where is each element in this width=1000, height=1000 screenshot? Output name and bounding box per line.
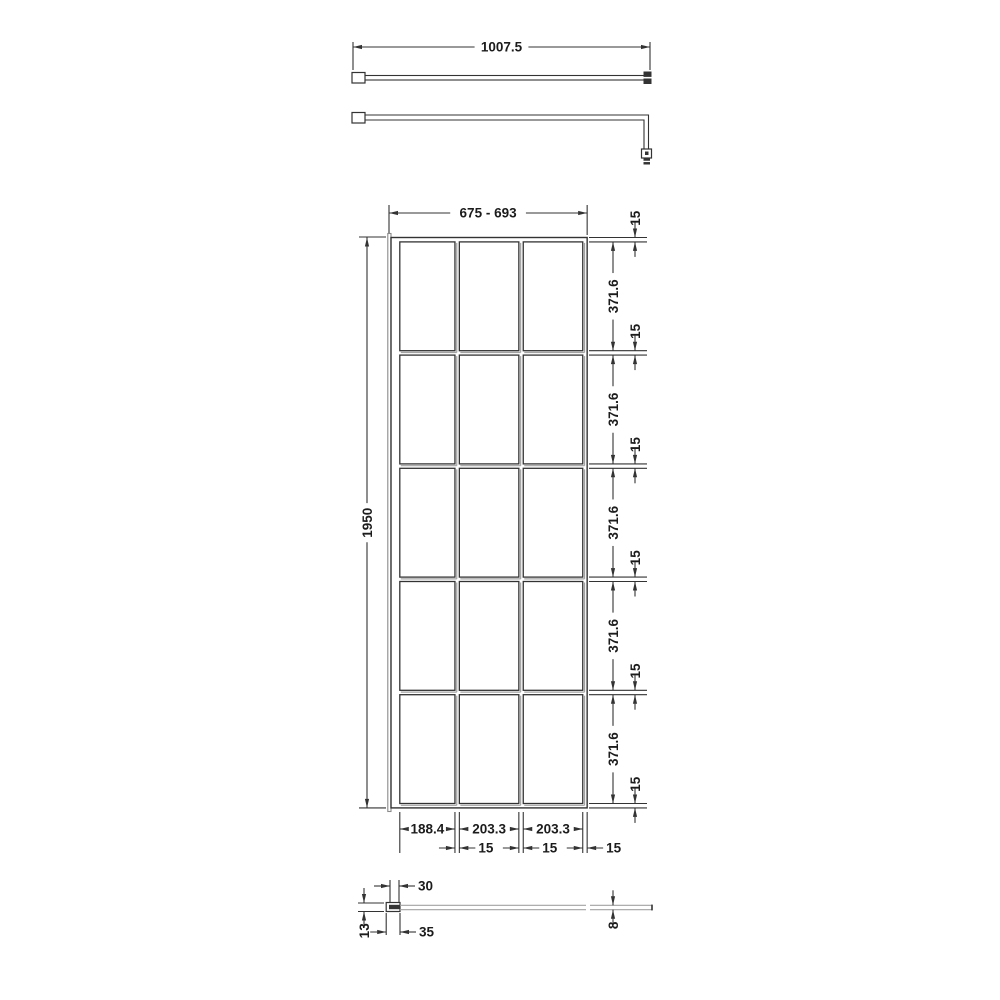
glass-pane	[400, 468, 455, 577]
glass-pane	[459, 242, 518, 351]
panel-width-label: 675 - 693	[459, 205, 517, 221]
rail-width-label: 15	[628, 550, 643, 566]
glass-pane	[459, 695, 518, 804]
pane-height-label: 371.6	[606, 392, 621, 427]
glass-pane	[523, 355, 583, 464]
edge-frame-width-label: 15	[606, 840, 622, 856]
profile-outer-width-label: 35	[419, 924, 435, 940]
rail-width-label: 15	[628, 437, 643, 453]
glass-pane	[400, 242, 455, 351]
glass-thickness-label: 8	[606, 921, 621, 930]
rail-width-label: 15	[628, 663, 643, 679]
shower-screen-front-view	[359, 205, 647, 856]
glass-pane	[459, 468, 518, 577]
pane-width-label: 203.3	[472, 821, 506, 837]
glass-pane	[400, 355, 455, 464]
mullion-width-label: 15	[478, 840, 494, 856]
profile-depth-label: 13	[357, 923, 372, 939]
wall-profile-plan-view	[357, 879, 652, 940]
glass-pane	[523, 242, 583, 351]
wall-bracket	[352, 73, 365, 84]
pane-height-label: 371.6	[606, 279, 621, 314]
support-bar	[354, 76, 650, 81]
support-bar-side-view	[352, 113, 652, 165]
rail-width-label: 15	[628, 776, 643, 792]
support-bar-length-label: 1007.5	[480, 39, 523, 55]
wall-bracket	[352, 113, 365, 124]
glass-seat	[389, 905, 400, 909]
pane-height-label: 371.6	[606, 732, 621, 766]
pane-height-label: 371.6	[606, 505, 621, 540]
panel-height-label: 1950	[360, 507, 375, 538]
rail-width-label: 15	[628, 323, 643, 339]
rail-width-label: 15	[628, 210, 643, 226]
glass-pane	[400, 582, 455, 691]
glass-pane	[459, 582, 518, 691]
pane-width-label: 188.4	[410, 821, 445, 837]
glass-pane	[523, 582, 583, 691]
pane-width-label: 203.3	[536, 821, 570, 837]
glass-pane	[523, 468, 583, 577]
pane-height-label: 371.6	[606, 619, 621, 653]
glass-pane	[400, 695, 455, 804]
mullion-width-label: 15	[542, 840, 558, 856]
glass-pane	[459, 355, 518, 464]
glass-pane	[523, 695, 583, 804]
profile-inner-width-label: 30	[418, 878, 434, 894]
support-bar-front-view	[352, 40, 652, 85]
